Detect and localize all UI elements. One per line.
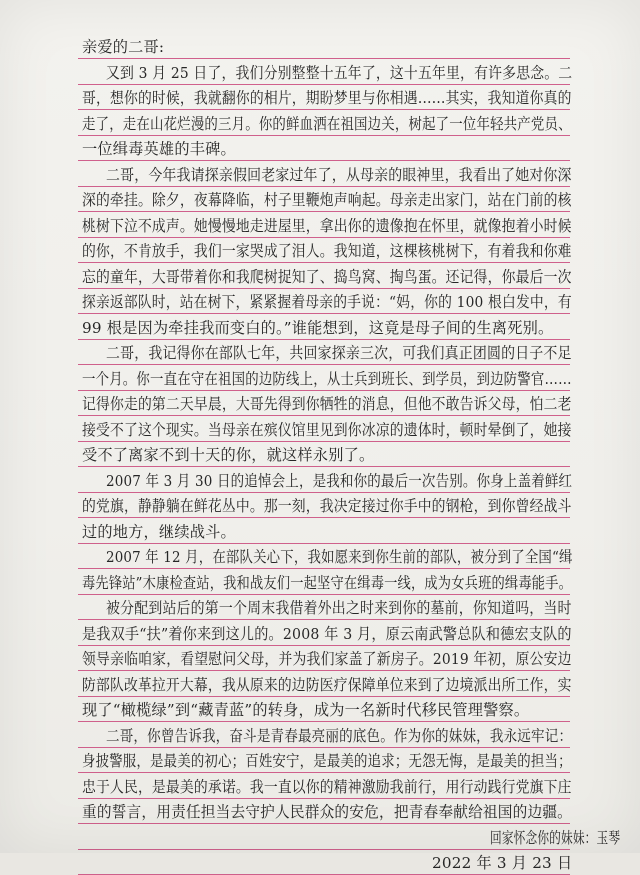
letter-line: 毒先锋站”木康检查站，我和战友们一起坚守在缉毒一线，成为女兵班的缉毒能手。 (82, 573, 572, 592)
ruled-line (78, 135, 570, 136)
letter-line: 二哥，今年我请探亲假回老家过年了，从母亲的眼神里，我看出了她对你深 (106, 165, 572, 184)
letter-line: 重的誓言，用责任担当去守护人民群众的安危，把青春奉献给祖国的边疆。 (82, 803, 573, 821)
letter-line: 领导亲临咱家，看望慰问父母，并为我们家盖了新房子。2019 年初，原公安边 (82, 650, 572, 668)
letter-line: 受不了离家不到十天的你，就这样永别了。 (82, 446, 375, 464)
ruled-line (78, 645, 570, 646)
letter-line: 现了“橄榄绿”到“藏青蓝”的转身，成为一名新时代移民管理警察。 (82, 701, 530, 719)
letter-line: 99 根是因为牵挂我而变白的。”谁能想到，这竟是母子间的生离死别。 (82, 318, 554, 337)
letter-line: 2007 年 3 月 30 日的追悼会上，是我和你的最后一次告别。你身上盖着鲜红 (106, 471, 573, 490)
ruled-line (78, 339, 570, 340)
ruled-line (78, 160, 570, 161)
ruled-line (78, 517, 570, 518)
letter-line: 过的地方，继续战斗。 (82, 522, 236, 541)
ruled-line (78, 84, 570, 85)
signature: 回家怀念你的妹妹：玉琴 (490, 828, 621, 847)
letter-line: 记得你走的第二天早晨，大哥先得到你牺牲的消息，但他不敢告诉父母，怕二老 (82, 395, 572, 413)
ruled-line (78, 670, 570, 671)
letter-line: 2007 年 12 月，在部队关心下，我如愿来到你生前的部队，被分到了全国“缉 (106, 548, 573, 566)
ruled-line (78, 594, 570, 595)
ruled-line (78, 441, 570, 442)
letter-line: 二哥，你曾告诉我，奋斗是青春最亮丽的底色。作为你的妹妹，我永远牢记： (106, 726, 573, 745)
ruled-line (78, 747, 570, 748)
letter-line: 走了，走在山花烂漫的三月。你的鲜血洒在祖国边关，树起了一位年轻共产党员、 (82, 114, 572, 133)
ruled-line (78, 466, 570, 467)
ruled-line (78, 313, 570, 314)
letter-line: 忘的童年，大哥带着你和我爬树捉知了、捣鸟窝、掏鸟蛋。还记得，你最后一次 (82, 267, 572, 286)
ruled-line (78, 619, 570, 620)
ruled-line (78, 109, 570, 110)
ruled-line (78, 721, 570, 722)
ruled-line (78, 364, 570, 365)
greeting: 亲爱的二哥: (82, 38, 165, 56)
ruled-line (78, 262, 570, 263)
letter-line: 二哥，我记得你在部队七年，共回家探亲三次，可我们真正团圆的日子不足 (106, 344, 572, 362)
letter-line: 忠于人民，是最美的承诺。我一直以你的精神激励我前行，用行动践行党旗下庄 (82, 777, 572, 796)
date: 2022 年 3 月 23 日 (432, 854, 573, 872)
letter-line: 接受不了这个现实。当母亲在殡仪馆里见到你冰凉的遗体时，顿时晕倒了，她接 (82, 420, 572, 439)
letter-line: 是我双手“扶”着你来到这儿的。2008 年 3 月，原云南武警总队和德宏支队的 (82, 624, 572, 643)
letter-line: 又到 3 月 25 日了，我们分别整整十五年了，这十五年里，有许多思念。二 (106, 63, 573, 82)
letter-line: 的党旗，静静躺在鲜花丛中。那一刻，我决定接过你手中的钢枪，到你曾经战斗 (82, 497, 572, 515)
ruled-line (78, 492, 570, 493)
letter-line: 桃树下泣不成声。她慢慢地走进屋里，拿出你的遗像抱在怀里，就像抱着小时候 (82, 216, 572, 235)
ruled-line (78, 288, 570, 289)
ruled-line (78, 568, 570, 569)
ruled-line (78, 823, 570, 824)
letter-line: 深的牵挂。除夕，夜幕降临，村子里鞭炮声响起。母亲走出家门，站在门前的核 (82, 191, 572, 209)
letter-line: 哥，想你的时候，我就翻你的相片，期盼梦里与你相遇……其实，我知道你真的 (82, 89, 572, 107)
ruled-line (78, 186, 570, 187)
ruled-line (78, 543, 570, 544)
letter-line: 被分配到站后的第一个周末我借着外出之时来到你的墓前，你知道吗，当时 (106, 599, 572, 617)
ruled-line (78, 849, 570, 850)
letter-line: 的你，不肯放手，我们一家哭成了泪人。我知道，这棵核桃树下，有着我和你难 (82, 242, 572, 260)
letter-line: 一位缉毒英雄的丰碑。 (82, 140, 236, 158)
ruled-line (78, 798, 570, 799)
ruled-line (78, 211, 570, 212)
letter-line: 探亲返部队时，站在树下，紧紧握着母亲的手说：“妈，你的 100 根白发中，有 (82, 293, 572, 311)
ruled-line (78, 696, 570, 697)
letter-line: 身披警服，是最美的初心；百姓安宁，是最美的追求；无怨无悔，是最美的担当； (82, 752, 572, 770)
ruled-line (78, 237, 570, 238)
ruled-line (78, 772, 570, 773)
ruled-line (78, 390, 570, 391)
letter-line: 一个月。你一直在守在祖国的边防线上，从士兵到班长、到学员，到边防警官…… (82, 369, 572, 388)
letter-line: 防部队改革拉开大幕，我从原来的边防医疗保障单位来到了边境派出所工作，实 (82, 675, 572, 694)
ruled-line (78, 58, 570, 59)
ruled-line (78, 415, 570, 416)
